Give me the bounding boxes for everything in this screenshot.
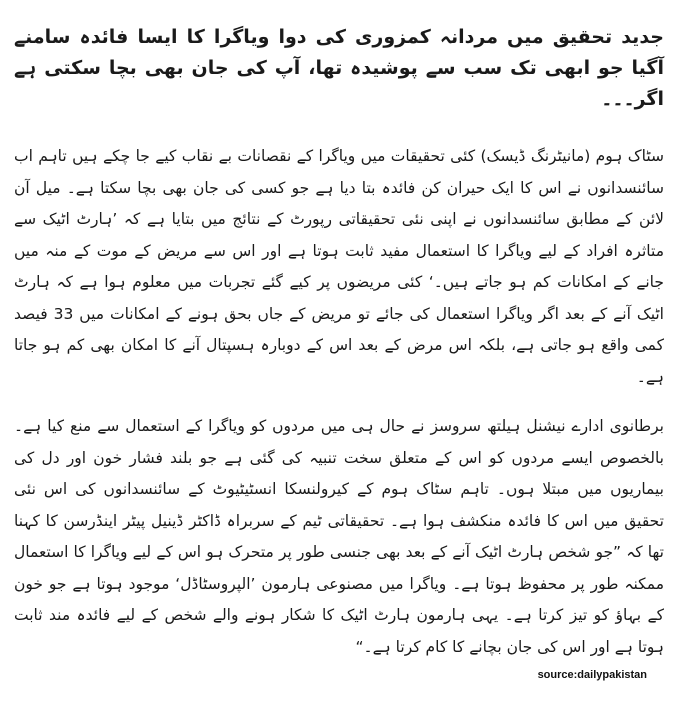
article-paragraph-1: سٹاک ہوم (مانیٹرنگ ڈیسک) کئی تحقیقات میں ویاگرا کے نقصانات بے نقاب کیے جا چکے ہیں تاہم اب سائنسدانوں نے اس کا ایک حیران کن فائدہ بتا دیا ہے جو کسی کی جان بھی بچا سکتا ہے۔ میل آن لائن کے مطابق سائنسدانوں نے اپنی نئی تحقیقاتی رپورٹ کے نتائج میں بتایا ہے کہ ’ہارٹ اٹیک سے متاثرہ افراد کے لیے ویاگرا کا استعمال مفید ثابت ہوتا ہے اور اس سے مریض کے موت کے منہ میں جانے کے امکانات کم ہو جاتے ہیں۔‘ کئی مریضوں پر کیے گئے تجربات میں معلوم ہوا ہے کہ ہارٹ اٹیک آنے کے بعد اگر ویاگرا استعمال کی جائے تو مریض کے جاں بحق ہونے کے امکانات میں 33 فیصد کمی واقع ہو جاتی ہے، بلکہ اس مرض کے بعد اس کے دوبارہ ہسپتال آنے کا امکان بھی کم ہو جاتا ہے۔ [14, 147, 664, 386]
article-headline: جدید تحقیق میں مردانہ کمزوری کی دوا ویاگرا کا ایسا فائدہ سامنے آگیا جو ابھی تک سب سے پوشیدہ تھا، آپ کی جان بھی بچا سکتی ہے اگر۔۔۔ [14, 26, 664, 110]
article [14, 8, 664, 681]
article-paragraph-2: برطانوی ادارے نیشنل ہیلتھ سروسز نے حال ہی میں مردوں کو ویاگرا کے استعمال سے منع کیا ہے۔ بالخصوص ایسے مردوں کو اس کے متعلق سخت تنبیہ کی گئی ہے جو بلند فشار خون اور دل کی بیماریوں میں مبتلا ہوں۔ تاہم سٹاک ہوم کے کیرولنسکا انسٹیٹیوٹ کے سائنسدانوں کی اس نئی تحقیق میں اس کا فائدہ منکشف ہوا ہے۔ تحقیقاتی ٹیم کے سربراہ ڈاکٹر ڈینیل پیٹر اینڈرسن کا کہنا تھا کہ ”جو شخص ہارٹ اٹیک آنے کے بعد بھی جنسی طور پر متحرک ہو اس کے لیے ویاگرا کا استعمال ممکنہ طور پر محفوظ ہوتا ہے۔ ویاگرا میں مصنوعی ہارمون ’الپروسٹاڈل‘ موجود ہوتا ہے جو خون کے بہاؤ کو تیز کرتا ہے۔ یہی ہارمون ہارٹ اٹیک کا شکار ہونے والے شخص کے لیے فائدہ مند ثابت ہوتا ہے اور اس کی جان بچانے کا کام کرتا ہے۔“ [14, 417, 664, 656]
source-credit: source:dailypakistan [537, 669, 647, 681]
